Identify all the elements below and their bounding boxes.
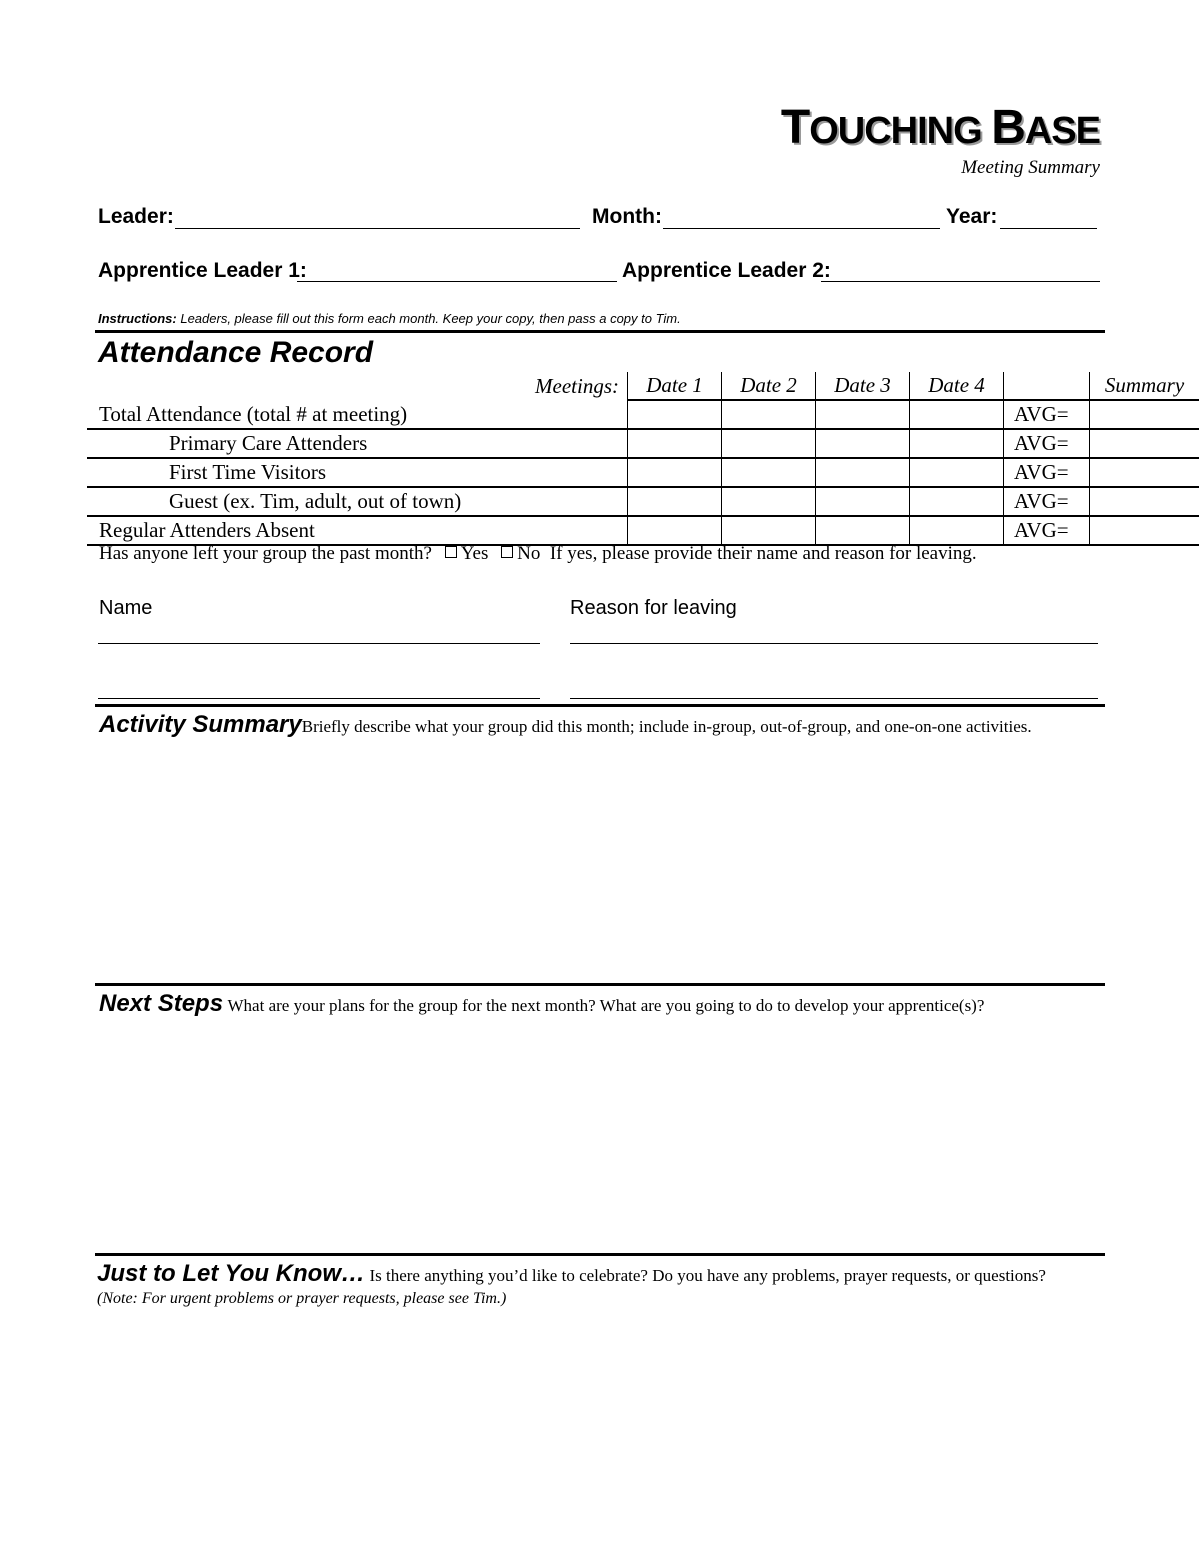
date-header: Date 4 (910, 372, 1004, 400)
meetings-label: Meetings: (535, 373, 619, 398)
page-subtitle: Meeting Summary (961, 157, 1100, 178)
name-field[interactable] (98, 643, 540, 644)
let-you-know-note: (Note: For urgent problems or prayer requests, please see Tim.) (97, 1290, 507, 1307)
date-cell[interactable] (628, 487, 722, 516)
date-cell[interactable] (722, 400, 816, 429)
no-label: No (517, 543, 541, 564)
next-steps-title: Next Steps (99, 990, 224, 1017)
date-cell[interactable] (816, 429, 910, 458)
left-group-question-text: Has anyone left your group the past month? (99, 543, 432, 564)
activity-heading (99, 711, 1032, 739)
date-cell[interactable] (816, 516, 910, 545)
yes-checkbox[interactable] (445, 546, 457, 558)
instructions-text: Leaders, please fill out this form each month. Keep your copy, then pass a copy to Tim. (176, 311, 681, 326)
summary-cell[interactable] (1090, 516, 1200, 545)
instructions (98, 311, 681, 326)
let-you-know-title: Just to Let You Know… (97, 1260, 365, 1287)
reason-field[interactable] (570, 643, 1098, 644)
avg-label: AVG= (1004, 487, 1090, 516)
avg-label: AVG= (1004, 458, 1090, 487)
left-group-question (99, 543, 977, 565)
left-group-followup: If yes, please provide their name and reason for leaving. (549, 543, 977, 564)
avg-label: AVG= (1004, 400, 1090, 429)
summary-cell[interactable] (1090, 400, 1200, 429)
month-field[interactable] (663, 228, 940, 229)
section-divider (95, 330, 1105, 333)
instructions-label: Instructions: (98, 311, 177, 326)
date-header: Date 3 (816, 372, 910, 400)
date-cell[interactable] (816, 400, 910, 429)
summary-header: Summary (1090, 372, 1200, 400)
row-label: Regular Attenders Absent (87, 516, 628, 545)
leader-label: Leader: (98, 205, 174, 228)
row-label: Guest (ex. Tim, adult, out of town) (87, 487, 628, 516)
section-divider (95, 1253, 1105, 1256)
table-row (87, 516, 1199, 545)
date-cell[interactable] (628, 458, 722, 487)
date-cell[interactable] (910, 487, 1004, 516)
attendance-title: Attendance Record (98, 336, 374, 369)
no-checkbox[interactable] (501, 546, 513, 558)
month-label: Month: (592, 205, 662, 228)
section-divider (95, 704, 1105, 707)
avg-header (1004, 372, 1090, 400)
apprentice-leader-1-field[interactable] (297, 281, 617, 282)
date-cell[interactable] (910, 516, 1004, 545)
reason-column-header: Reason for leaving (570, 597, 737, 619)
apprentice-leader-1-label: Apprentice Leader 1: (98, 259, 307, 282)
next-steps-description: What are your plans for the group for the next month? What are you going to do to develop your apprentice(s)? (227, 996, 985, 1015)
section-divider (95, 983, 1105, 986)
leader-field[interactable] (175, 228, 580, 229)
date-cell[interactable] (722, 516, 816, 545)
table-row (87, 429, 1199, 458)
date-cell[interactable] (910, 429, 1004, 458)
apprentice-leader-2-label: Apprentice Leader 2: (622, 259, 831, 282)
date-cell[interactable] (910, 458, 1004, 487)
let-you-know-description: Is there anything you’d like to celebrate? Do you have any problems, prayer requests, or questions? (369, 1266, 1046, 1285)
date-cell[interactable] (910, 400, 1004, 429)
attendance-header-row (87, 372, 1199, 400)
date-cell[interactable] (628, 516, 722, 545)
date-header: Date 2 (722, 372, 816, 400)
attendance-table (87, 372, 1199, 546)
reason-field[interactable] (570, 698, 1098, 699)
activity-description: Briefly describe what your group did this month; include in-group, out-of-group, and one-on-one activities. (301, 717, 1032, 736)
table-row (87, 400, 1199, 429)
date-cell[interactable] (722, 429, 816, 458)
activity-title: Activity Summary (99, 711, 302, 738)
summary-cell[interactable] (1090, 487, 1200, 516)
apprentice-leader-2-field[interactable] (821, 281, 1100, 282)
table-row (87, 487, 1199, 516)
row-label: Primary Care Attenders (87, 429, 628, 458)
date-cell[interactable] (628, 429, 722, 458)
year-label: Year: (946, 205, 998, 228)
summary-cell[interactable] (1090, 458, 1200, 487)
name-column-header: Name (99, 597, 153, 619)
avg-label: AVG= (1004, 516, 1090, 545)
date-cell[interactable] (722, 487, 816, 516)
date-cell[interactable] (816, 458, 910, 487)
page-title: TOUCHING BASE (780, 101, 1100, 154)
row-label: Total Attendance (total # at meeting) (87, 400, 628, 429)
date-cell[interactable] (816, 487, 910, 516)
yes-label: Yes (460, 543, 489, 564)
row-label: First Time Visitors (87, 458, 628, 487)
table-row (87, 458, 1199, 487)
let-you-know-heading (97, 1260, 1046, 1288)
next-steps-heading (99, 990, 984, 1018)
date-header: Date 1 (628, 372, 722, 400)
summary-cell[interactable] (1090, 429, 1200, 458)
name-field[interactable] (98, 698, 540, 699)
date-cell[interactable] (722, 458, 816, 487)
avg-label: AVG= (1004, 429, 1090, 458)
year-field[interactable] (1000, 228, 1097, 229)
date-cell[interactable] (628, 400, 722, 429)
